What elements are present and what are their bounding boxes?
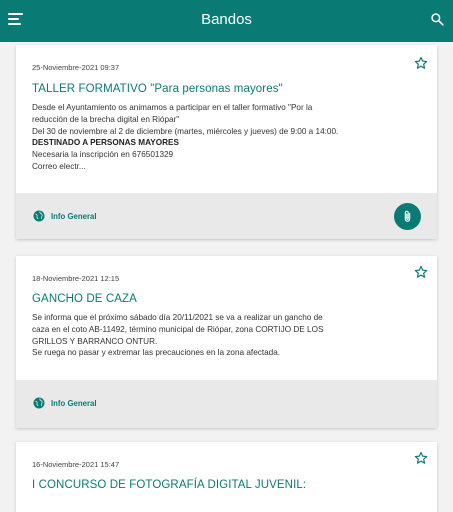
body-line-bold: DESTINADO A PERSONAS MAYORES <box>32 138 179 148</box>
notice-title: TALLER FORMATIVO "Para personas mayores" <box>32 83 283 95</box>
globe-icon <box>33 210 45 222</box>
attachment-button[interactable] <box>394 203 421 230</box>
notice-card[interactable] <box>16 442 437 512</box>
notice-body <box>32 312 423 359</box>
body-line: Desde el Ayuntamiento os animamos a participar en el taller formativo "Por la <box>32 103 313 112</box>
notice-card[interactable] <box>16 45 437 239</box>
body-line: Se ruega no pasar y extremar las precauciones en la zona afectada. <box>32 348 281 358</box>
notice-footer <box>16 193 437 239</box>
notice-date: 16-Noviembre-2021 15:47 <box>32 460 120 469</box>
notice-card[interactable] <box>16 256 437 428</box>
star-icon[interactable] <box>414 265 428 279</box>
notice-date: 18-Noviembre-2021 12:15 <box>32 274 120 283</box>
notices-list <box>0 42 453 512</box>
search-icon[interactable] <box>430 12 444 26</box>
body-line: caza en el coto AB-11492, término municipal de Riópar, zona CORTIJO DE LOS <box>32 324 324 334</box>
body-line: Correo electr... <box>32 161 86 171</box>
category-link[interactable]: Info General <box>51 212 97 221</box>
notice-title: I CONCURSO DE FOTOGRAFÍA DIGITAL JUVENIL: <box>32 479 307 491</box>
star-icon[interactable] <box>414 451 428 465</box>
body-line: GRILLOS Y BARRANCO ONTUR. <box>32 336 158 346</box>
star-icon[interactable] <box>414 56 428 70</box>
notice-date: 25-Noviembre-2021 09:37 <box>32 63 120 72</box>
notice-title: GANCHO DE CAZA <box>32 293 137 305</box>
body-line: Necesaria la inscripción en 676501329 <box>32 150 174 160</box>
paperclip-icon <box>400 209 415 224</box>
body-line: Del 30 de noviembre al 2 de diciembre (martes, miércoles y jueves) de 9:00 a 14:00. <box>32 126 339 136</box>
body-line: reducción de la brecha digital en Riópar" <box>32 114 180 124</box>
body-line: Se informa que el próximo sábado día 20/11/2021 se va a realizar un gancho de <box>32 313 323 322</box>
page-title: Bandos <box>201 11 252 28</box>
globe-icon <box>33 397 45 409</box>
notice-body <box>32 102 423 173</box>
notice-footer <box>16 380 437 428</box>
category-link[interactable]: Info General <box>51 399 97 408</box>
